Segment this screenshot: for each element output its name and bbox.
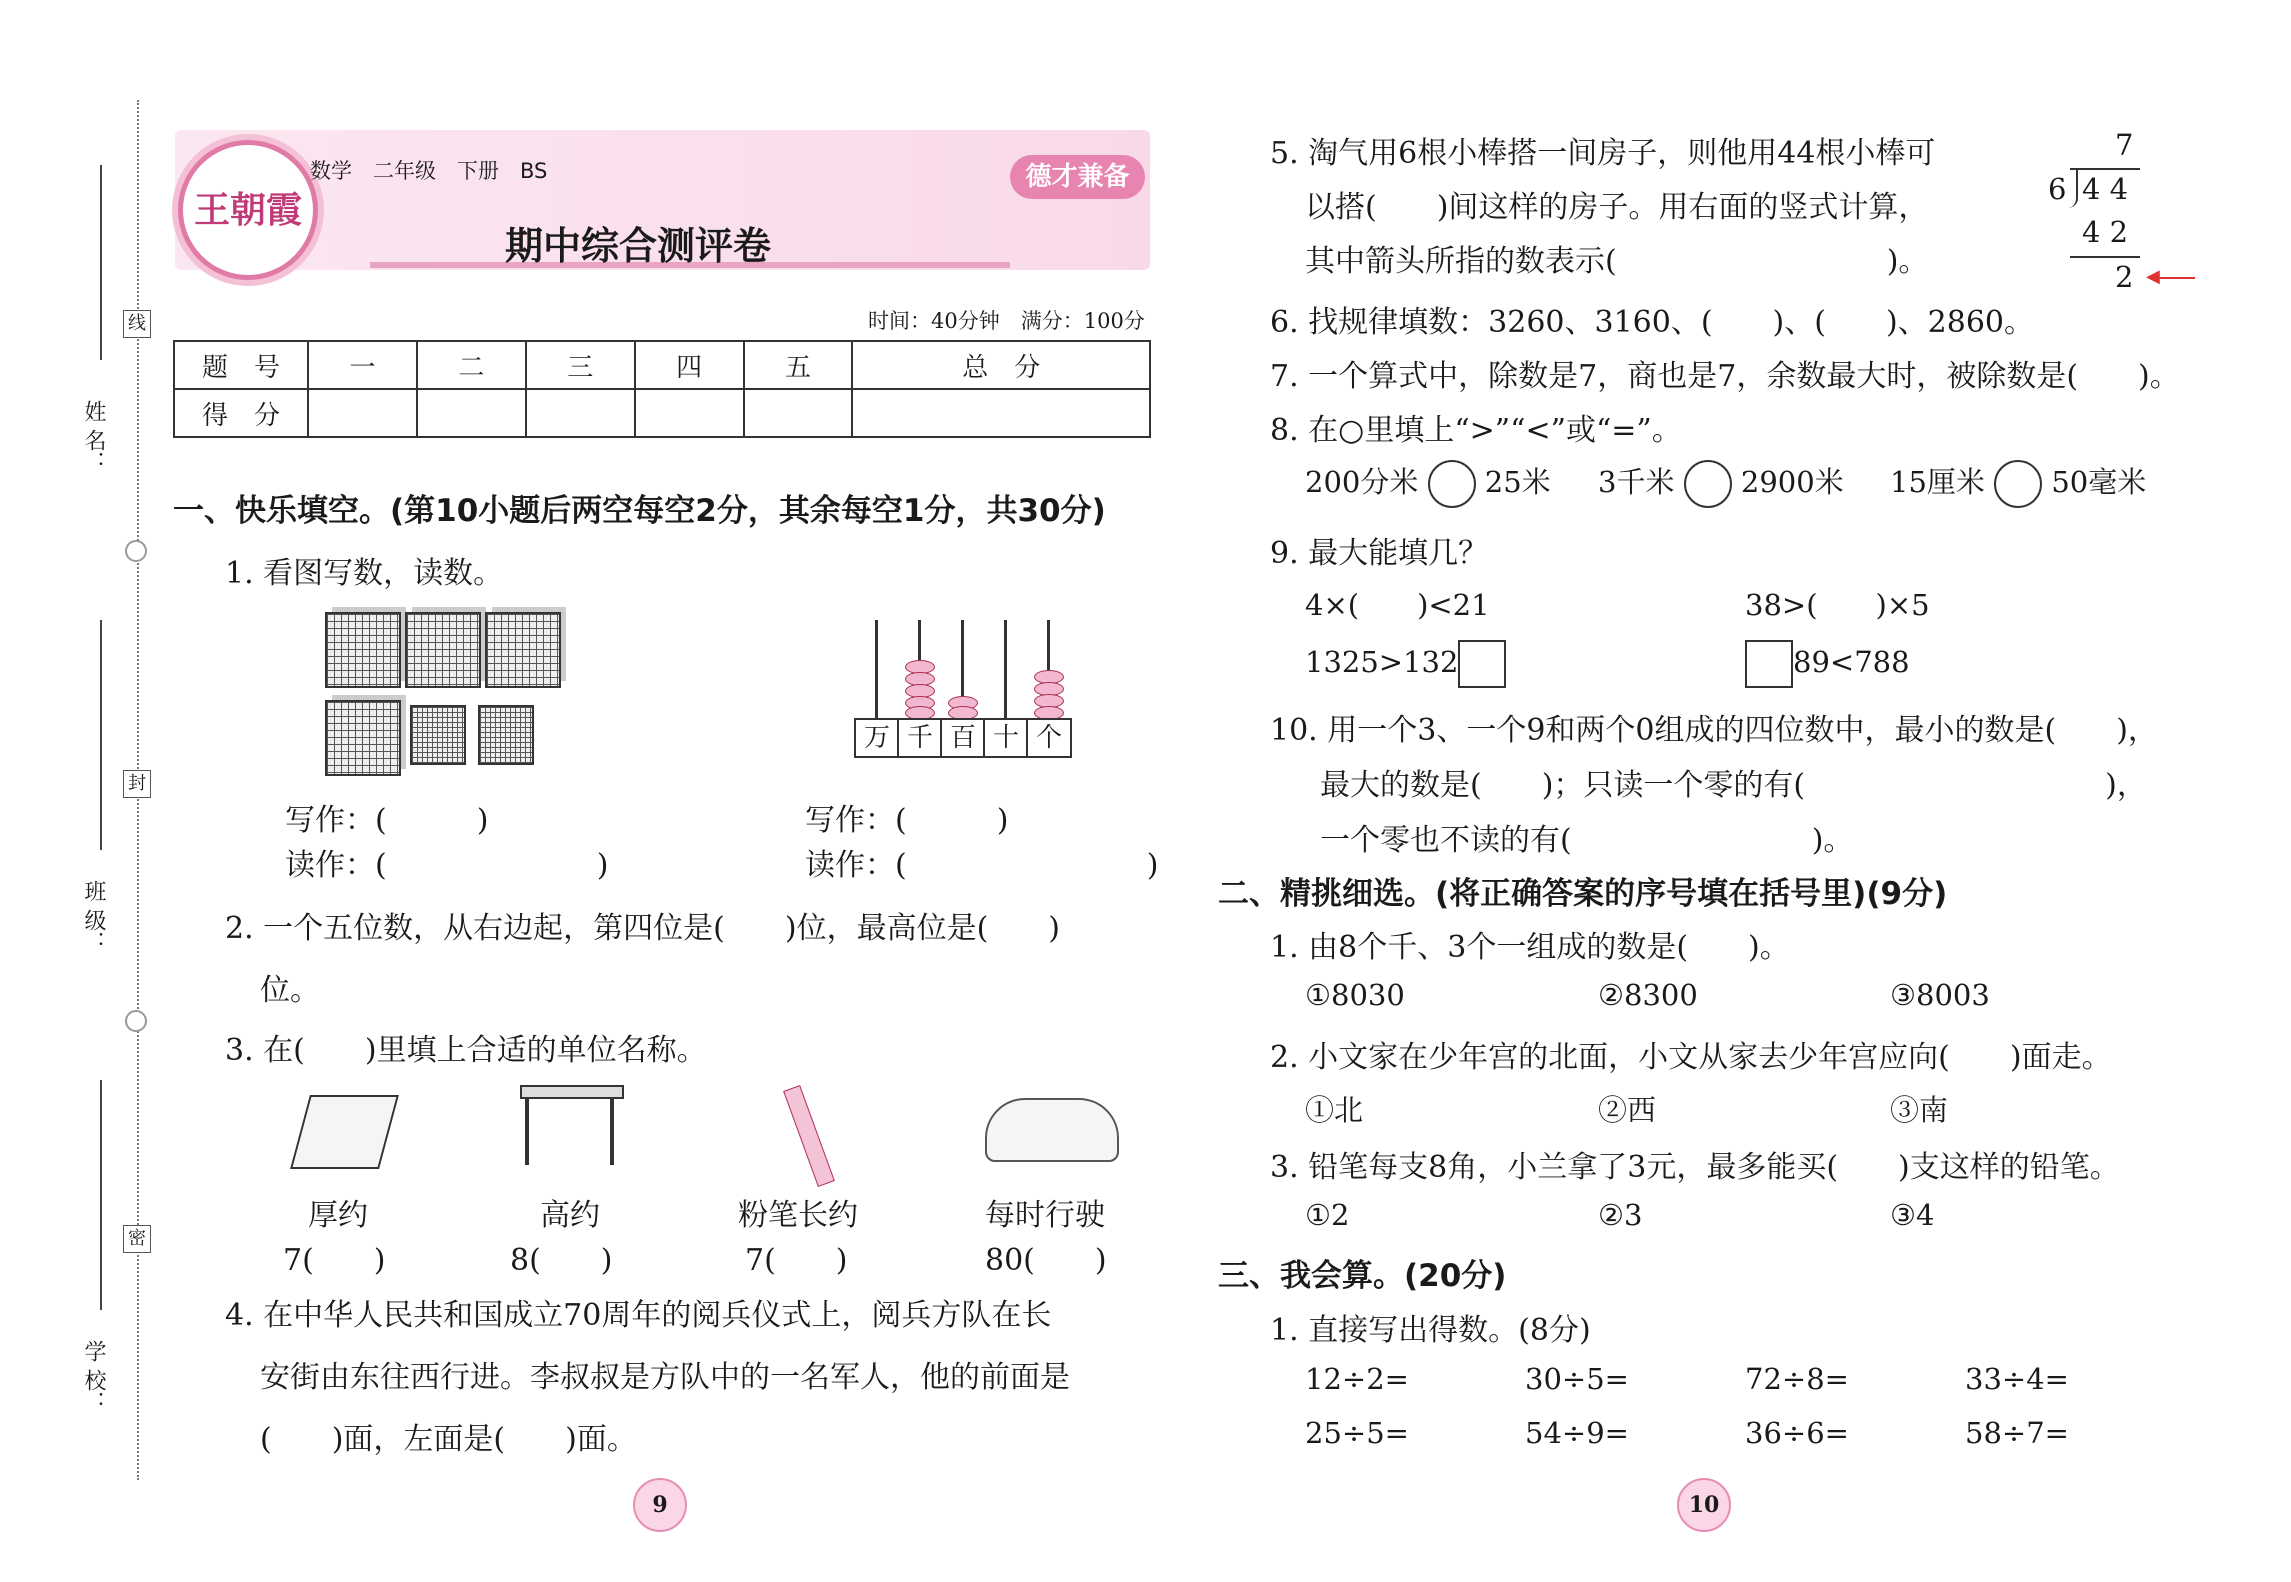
mark-seal: 封 xyxy=(123,770,151,798)
score-cell[interactable] xyxy=(417,389,526,437)
fill-blank xyxy=(1305,640,1506,688)
question-10-cont: 最大的数是( )；只读一个零的有( )， xyxy=(1320,768,2147,803)
abacus-rod xyxy=(875,620,878,718)
compare-right: 50毫米 xyxy=(2051,465,2147,499)
choice-option[interactable]: ③4 xyxy=(1890,1198,1935,1232)
mark-dense: 密 xyxy=(123,1225,151,1253)
math-book-icon xyxy=(290,1095,399,1169)
digit-box[interactable] xyxy=(1745,640,1793,688)
quotient: 7 xyxy=(2115,128,2134,162)
inequality-text: 89<788 xyxy=(1793,645,1910,679)
abacus-label: 十 xyxy=(983,718,1029,758)
unit-label: 厚约 xyxy=(308,1198,368,1233)
tag-badge: 德才兼备 xyxy=(1010,155,1145,199)
header-cell: 总 分 xyxy=(852,341,1150,389)
mark-line: 线 xyxy=(123,310,151,338)
write-blank-b[interactable]: 写作：( ) xyxy=(805,803,1009,838)
divisor: 6 xyxy=(2048,172,2067,206)
compare-circle[interactable] xyxy=(1428,460,1476,508)
table-row xyxy=(174,389,1150,437)
question-8: 8. 在○里填上“>”“<”或“=”。 xyxy=(1270,413,1682,448)
page-number: 10 xyxy=(1677,1478,1731,1532)
name-write-line xyxy=(100,165,102,360)
compare-item xyxy=(1598,460,1844,508)
section-2-heading: 二、精挑细选。(将正确答案的序号填在括号里)(9分) xyxy=(1218,876,1948,912)
desk-icon xyxy=(520,1085,620,1165)
unit-label: 高约 xyxy=(540,1198,600,1233)
binding-hole-icon xyxy=(125,1010,147,1032)
abacus-label: 千 xyxy=(897,718,943,758)
choice-option[interactable]: ②3 xyxy=(1598,1198,1643,1232)
division-bar xyxy=(2070,168,2140,170)
table-row xyxy=(174,341,1150,389)
class-label: 班 级： xyxy=(81,880,106,953)
write-blank-a[interactable]: 写作：( ) xyxy=(285,803,489,838)
inequality-text: 1325>132 xyxy=(1305,645,1459,679)
question-5-cont: 其中箭头所指的数表示( )。 xyxy=(1305,244,1929,279)
calc-item[interactable]: 25÷5= xyxy=(1305,1416,1409,1450)
school-write-line xyxy=(100,1080,102,1310)
score-table xyxy=(173,340,1151,438)
calc-item[interactable]: 36÷6= xyxy=(1745,1416,1849,1450)
score-cell[interactable] xyxy=(852,389,1150,437)
thousand-cube-icon xyxy=(325,612,401,688)
question-10-cont: 一个零也不读的有( )。 xyxy=(1320,823,1854,858)
score-cell[interactable] xyxy=(526,389,635,437)
product: 4 2 xyxy=(2082,215,2129,249)
class-write-line xyxy=(100,620,102,850)
score-cell[interactable] xyxy=(635,389,744,437)
section-3-heading: 三、我会算。(20分) xyxy=(1218,1258,1507,1294)
division-bracket xyxy=(2068,168,2078,208)
thousand-cube-icon xyxy=(325,700,401,776)
compare-circle[interactable] xyxy=(1994,460,2042,508)
remainder: 2 xyxy=(2115,260,2134,294)
choice-question-3: 3. 铅笔每支8角，小兰拿了3元，最多能买( )支这样的铅笔。 xyxy=(1270,1150,2120,1185)
fill-blank[interactable]: 4×( )<21 xyxy=(1305,588,1490,622)
calc-item[interactable]: 12÷2= xyxy=(1305,1362,1409,1396)
question-3: 3. 在( )里填上合适的单位名称。 xyxy=(225,1033,707,1068)
abacus-label: 个 xyxy=(1026,718,1072,758)
question-9: 9. 最大能填几？ xyxy=(1270,536,1489,571)
hundred-flat-icon xyxy=(410,705,466,765)
unit-blank[interactable]: 80( ) xyxy=(985,1243,1107,1278)
binding-hole-icon xyxy=(125,540,147,562)
header-cell: 二 xyxy=(417,341,526,389)
choice-option[interactable]: ③南 xyxy=(1890,1093,1949,1127)
read-blank-b[interactable]: 读作：( ) xyxy=(805,848,1159,883)
question-4-cont: ( )面，左面是( )面。 xyxy=(260,1422,637,1457)
question-10: 10. 用一个3、一个9和两个0组成的四位数中，最小的数是( )， xyxy=(1270,713,2158,748)
score-cell[interactable] xyxy=(744,389,853,437)
compare-left: 15厘米 xyxy=(1890,465,1985,499)
name-label: 姓 名： xyxy=(81,400,106,473)
question-4: 4. 在中华人民共和国成立70周年的阅兵仪式上，阅兵方队在长 xyxy=(225,1298,1052,1333)
subtract-line xyxy=(2070,256,2140,258)
compare-circle[interactable] xyxy=(1684,460,1732,508)
header-cell: 三 xyxy=(526,341,635,389)
calc-item[interactable]: 33÷4= xyxy=(1965,1362,2069,1396)
question-7: 7. 一个算式中，除数是7，商也是7，余数最大时，被除数是( )。 xyxy=(1270,359,2180,394)
compare-item xyxy=(1890,460,2146,508)
digit-box[interactable] xyxy=(1458,640,1506,688)
section-1-heading: 一、快乐填空。(第10小题后两空每空2分，其余每空1分，共30分) xyxy=(173,493,1106,529)
page-title: 期中综合测评卷 xyxy=(505,224,772,268)
compare-item xyxy=(1305,460,1551,508)
hundred-flat-icon xyxy=(478,705,534,765)
choice-option[interactable]: ①北 xyxy=(1305,1093,1364,1127)
unit-label: 每时行驶 xyxy=(985,1198,1105,1233)
calc-item[interactable]: 58÷7= xyxy=(1965,1416,2069,1450)
brand-logo xyxy=(178,140,318,280)
abacus-label: 万 xyxy=(854,718,900,758)
question-4-cont: 安街由东往西行进。李叔叔是方队中的一名军人，他的前面是 xyxy=(260,1360,1070,1395)
subject-line: 数学 二年级 下册 BS xyxy=(310,159,548,183)
brand-name: 王朝霞 xyxy=(193,189,302,231)
abacus-rod xyxy=(1004,620,1007,718)
compare-left: 3千米 xyxy=(1598,465,1675,499)
header-cell: 一 xyxy=(308,341,417,389)
choice-option[interactable]: ②西 xyxy=(1598,1093,1657,1127)
chalk-icon xyxy=(783,1085,835,1187)
thousand-cube-icon xyxy=(405,612,481,688)
header-cell: 题 号 xyxy=(174,341,308,389)
fill-blank[interactable]: 38>( )×5 xyxy=(1745,588,1930,622)
read-blank-a[interactable]: 读作：( ) xyxy=(285,848,609,883)
question-1: 1. 看图写数，读数。 xyxy=(225,556,504,591)
compare-right: 2900米 xyxy=(1740,465,1844,499)
arrow-head-icon: ◀ xyxy=(2146,266,2160,287)
calc-item[interactable]: 72÷8= xyxy=(1745,1362,1849,1396)
question-6: 6. 找规律填数：3260、3160、( )、( )、2860。 xyxy=(1270,305,2035,340)
exam-meta: 时间：40分钟 满分：100分 xyxy=(868,309,1145,333)
school-label: 学 校： xyxy=(81,1340,106,1413)
fill-blank xyxy=(1745,640,1910,688)
choice-option[interactable]: ③8003 xyxy=(1890,978,1990,1012)
row-label: 得 分 xyxy=(174,389,308,437)
calc-item[interactable]: 30÷5= xyxy=(1525,1362,1629,1396)
compare-right: 25米 xyxy=(1484,465,1551,499)
choice-option[interactable]: ①8030 xyxy=(1305,978,1405,1012)
question-2: 2. 一个五位数，从右边起，第四位是( )位，最高位是( ) xyxy=(225,911,1060,946)
unit-blank[interactable]: 7( ) xyxy=(283,1243,386,1278)
unit-blank[interactable]: 8( ) xyxy=(510,1243,613,1278)
unit-blank[interactable]: 7( ) xyxy=(745,1243,848,1278)
header-cell: 五 xyxy=(744,341,853,389)
header-cell: 四 xyxy=(635,341,744,389)
calc-question-1: 1. 直接写出得数。(8分) xyxy=(1270,1313,1591,1348)
choice-question-1: 1. 由8个千、3个一组成的数是( )。 xyxy=(1270,930,1790,965)
compare-left: 200分米 xyxy=(1305,465,1419,499)
unit-label: 粉笔长约 xyxy=(738,1198,858,1233)
choice-question-2: 2. 小文家在少年宫的北面，小文从家去少年宫应向( )面走。 xyxy=(1270,1040,2112,1075)
question-5-cont: 以搭( )间这样的房子。用右面的竖式计算， xyxy=(1305,190,1929,225)
choice-option[interactable]: ②8300 xyxy=(1598,978,1698,1012)
score-cell[interactable] xyxy=(308,389,417,437)
calc-item[interactable]: 54÷9= xyxy=(1525,1416,1629,1450)
question-2-cont: 位。 xyxy=(260,973,320,1008)
thousand-cube-icon xyxy=(485,612,561,688)
question-5: 5. 淘气用6根小棒搭一间房子，则他用44根小棒可 xyxy=(1270,136,1936,171)
dividend: 4 4 xyxy=(2082,172,2129,206)
choice-option[interactable]: ①2 xyxy=(1305,1198,1350,1232)
page-number: 9 xyxy=(633,1478,687,1532)
car-icon xyxy=(985,1098,1119,1162)
abacus-label: 百 xyxy=(940,718,986,758)
